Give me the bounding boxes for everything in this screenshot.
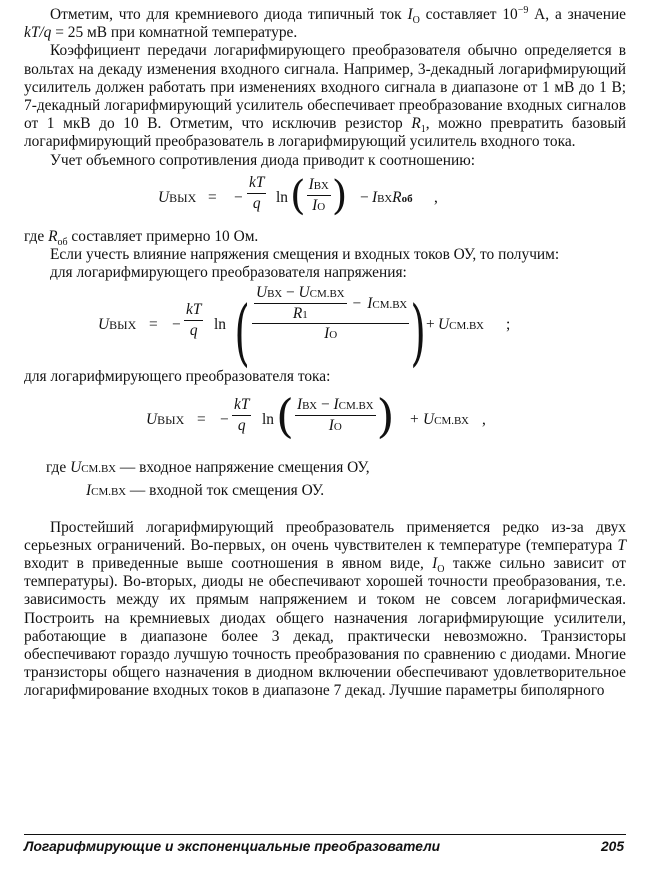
text: Коэффициент передачи логарифмирующего преобразователя обычно определяется в вольтах на декаду изменения входного сигнала. Например, 3-декадный логарифмирующий усилитель должен работать при изменениях входного сигнала в диапазоне от 1 мВ до 1 В; 7-декадный логарифмирующий усилитель обеспечивает преобразование входных сигналов от 1 мкВ до 10 В. Отметим, что исключив резистор	[24, 42, 626, 133]
equation-1	[24, 170, 626, 228]
symbol-U: U	[98, 316, 110, 334]
comma: ,	[434, 188, 438, 206]
text: составляет 10	[419, 6, 518, 23]
q: q	[237, 416, 246, 434]
ln: ln	[214, 316, 226, 334]
running-title: Логарифмирующие и экспоненциальные преобразователи	[24, 839, 441, 854]
eq2-kT-fraction	[184, 301, 203, 340]
text: А, а значение	[528, 6, 627, 23]
symbol-U: U	[298, 284, 310, 302]
q: q	[189, 322, 198, 340]
symbol-I: I	[324, 325, 330, 343]
symbol-R: R	[411, 115, 421, 133]
left-paren: (	[234, 289, 250, 374]
semicolon: ;	[506, 316, 511, 334]
eq3-kT-fraction	[232, 396, 251, 435]
symbol-U: U	[146, 410, 158, 428]
symbol-I: I	[333, 396, 339, 414]
text: — входной ток смещения ОУ.	[126, 481, 325, 499]
symbol-U: U	[70, 458, 82, 476]
subscript: ВЫХ	[109, 318, 137, 333]
symbol-kTq: kT/q	[24, 24, 52, 42]
text: Простейший логарифмирующий преобразователь применяется редко из-за двух серьезных ограничений. Во-первых, он очень чувствителен к температуре (температура	[24, 518, 626, 554]
q: q	[252, 194, 261, 212]
subscript: СМ.ВХ	[91, 485, 127, 498]
text: где	[46, 458, 71, 476]
equation-3	[24, 387, 626, 453]
subscript: ВХ	[313, 180, 329, 193]
subscript: СМ.ВХ	[81, 462, 117, 475]
ln: ln	[262, 410, 274, 428]
comma: ,	[482, 410, 486, 428]
minus-sign: −	[360, 188, 369, 206]
exponent: −9	[517, 4, 529, 16]
kT: kT	[232, 396, 251, 416]
text: входит в приведенные выше соотношения в явном виде,	[24, 555, 433, 573]
equals-sign: =	[197, 410, 206, 428]
subscript: 1	[302, 309, 308, 322]
symbol-I: I	[312, 197, 318, 215]
text: , можно превратить базовый логарифмирующий преобразователь в логарифмирующий усилитель входного тока.	[24, 115, 626, 151]
text: = 25 мВ при комнатной температуре.	[51, 24, 298, 42]
eq3-bracket: ( $\frac{\text{IВХ − IСМ.ВХ}}{IO}$ )	[276, 388, 395, 443]
subscript: O	[412, 15, 420, 27]
subscript: СМ.ВХ	[434, 414, 469, 427]
plus-sign: +	[410, 410, 419, 428]
page-footer	[24, 834, 626, 854]
paragraph-8	[24, 519, 626, 701]
minus-sign: −	[172, 316, 181, 334]
subscript: O	[437, 564, 445, 576]
paragraph-5: Если учесть влияние напряжения смещения и входных токов ОУ, то получим:	[50, 246, 560, 264]
eq1-tail	[372, 189, 413, 207]
symbol-I: I	[296, 396, 303, 414]
ln: ln	[276, 188, 288, 206]
symbol-U: U	[256, 284, 268, 302]
eq3-tail	[423, 411, 469, 429]
plus-sign: +	[426, 316, 435, 334]
eq1-bracket: ( $\frac{\text{IВХ}}{IO}$ )	[290, 172, 348, 219]
minus-sign: −	[320, 396, 330, 414]
subscript: СМ.ВХ	[309, 288, 345, 301]
text: где	[24, 227, 49, 245]
subscript: СМ.ВХ	[372, 298, 408, 311]
subscript: об	[401, 192, 413, 205]
eq1-lhs	[158, 189, 196, 207]
subscript: ВХ	[377, 192, 393, 205]
symbol-T: T	[617, 536, 626, 554]
symbol-I: I	[86, 481, 92, 499]
symbol-R: R	[392, 188, 402, 206]
minus-sign: −	[234, 188, 243, 206]
symbol-R: R	[48, 227, 58, 245]
subscript: ВЫХ	[169, 190, 197, 205]
text: составляет примерно 10 Ом.	[67, 227, 259, 245]
subscript: СМ.ВХ	[338, 400, 374, 413]
subscript: O	[333, 421, 342, 434]
subscript: O	[329, 329, 338, 342]
page-number: 205	[600, 839, 624, 854]
eq2-tail	[438, 316, 484, 334]
subscript: ВЫХ	[157, 412, 185, 427]
symbol-U: U	[438, 316, 450, 334]
minus-sign: −	[352, 294, 362, 312]
eq2-big-fraction	[252, 284, 409, 343]
subscript: об	[57, 236, 68, 248]
minus-sign: −	[286, 284, 295, 302]
paragraph-2	[24, 42, 626, 151]
symbol-R: R	[292, 305, 303, 323]
eq2-lhs	[98, 316, 136, 334]
paragraph-7: для логарифмирующего преобразователя тока:	[24, 368, 331, 386]
page-content	[24, 6, 626, 701]
symbol-I: I	[432, 555, 438, 573]
equals-sign: =	[208, 188, 217, 206]
equals-sign: =	[149, 316, 158, 334]
subscript: ВХ	[267, 288, 283, 301]
symbol-I: I	[308, 176, 314, 194]
symbol-I: I	[367, 294, 373, 312]
paragraph-3: Учет объемного сопротивления диода приводит к соотношению:	[50, 151, 475, 169]
text: Отметим, что для кремниевого диода типичный ток	[50, 6, 408, 23]
paragraph-6: для логарифмирующего преобразователя напряжения:	[50, 264, 407, 282]
where-block	[24, 457, 626, 503]
subscript: ВХ	[302, 400, 318, 413]
equation-2	[24, 282, 626, 374]
eq3-lhs	[146, 411, 184, 429]
where-line-2	[24, 480, 626, 503]
subscript: O	[317, 201, 326, 214]
symbol-I: I	[372, 188, 378, 206]
eq1-kT-fraction	[247, 174, 266, 213]
kT: kT	[184, 301, 203, 321]
paragraph-1	[24, 6, 626, 42]
subscript: 1	[420, 124, 426, 136]
text: также сильно зависит от температуры). Во-вторых, диоды не обеспечивают хорошей точности преобразования, т.е. зависимость между их прямым напряжением и током не совсем логарифмическая. Построить на кремниевых диодах общего назначения логарифмирующие усилители, работающие в диапазоне более 3 декад, практически невозможно. Транзисторы обеспечивают гораздо лучшую точность преобразования по сравнению с диодами. Многие транзисторы общего назначения в диодном включении обеспечивают удовлетворительное логарифмирование входных токов в диапазоне 7 декад. Лучшие параметры биполярного	[24, 555, 627, 700]
text: — входное напряжение смещения ОУ,	[116, 458, 370, 476]
symbol-U: U	[158, 188, 170, 206]
paragraph-4	[24, 228, 626, 246]
symbol-I: I	[328, 417, 334, 435]
symbol-U: U	[423, 410, 435, 428]
minus-sign: −	[220, 410, 229, 428]
subscript: СМ.ВХ	[449, 320, 484, 333]
symbol-I: I	[407, 6, 413, 23]
kT: kT	[247, 174, 266, 194]
right-paren: )	[410, 289, 426, 374]
where-line-1	[24, 457, 626, 480]
